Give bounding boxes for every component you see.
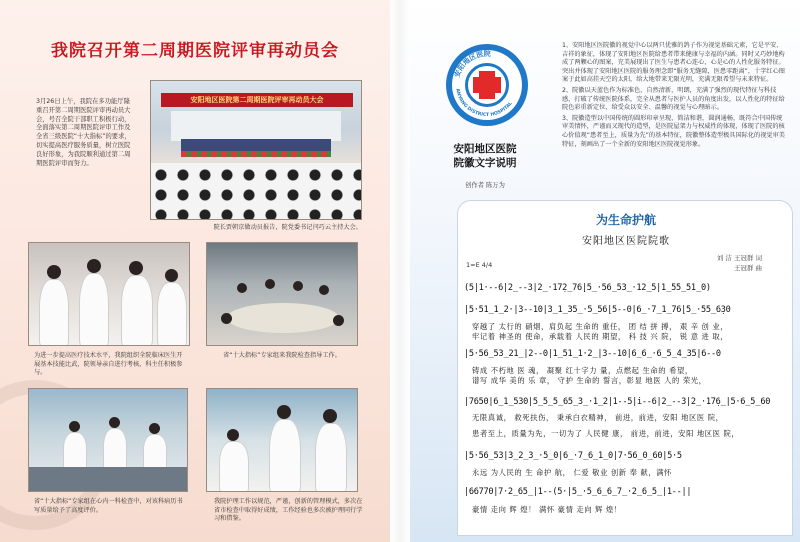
photo-doctors-skills: [28, 242, 190, 346]
photo-nurses: [206, 388, 358, 492]
notation-line: (5̣|1·--6|2̲--3|2̲·17̣2̲76̣|5̲·56̲53̲·12̲5|1̲55̲51̲0): [464, 283, 711, 293]
emblem-title: 安阳地区医院 院徽文字说明: [453, 143, 517, 169]
caption-photo4: 省“十大指标”专家组在心内一科检查中，对该科病历书写质量给予了高度评价。: [34, 498, 183, 514]
caption-photo3: 省“十大指标”专家组来我院检查指导工作。: [223, 352, 341, 359]
headline: 我院召开第二周期医院评审再动员会: [51, 41, 339, 61]
notation-line: |7650|6̲1̲530|5̲5̲5̲65̲3̲·1̲2|1--5|i--6|2̲--3|2̲·17̣6̲|5·6̲5̲60: [464, 397, 771, 407]
svg-text:安阳地区医院: 安阳地区医院: [452, 48, 491, 79]
right-page: [410, 0, 800, 542]
hospital-song-card: [457, 200, 793, 536]
lyric-line: 无限真诚， 救死扶伤， 秉承白衣精神， 前进，前进，安阳 地区医 院，: [472, 413, 724, 422]
photo-ward-inspection: [28, 388, 188, 492]
left-page: [0, 0, 390, 542]
page-gutter: [390, 0, 410, 542]
song-credits: 刘 洁 王冠群 词 王冠群 曲: [716, 254, 762, 272]
lyric-line: 穿越了 太行的 硝烟，肩负起 生命的 重任， 团 结 拼 搏， 艰 辛 创 业，: [472, 322, 729, 331]
caption-photo5: 我院护理工作以规范，严谨，创新的管理模式，多次在省市检查中取得好成绩，工作经验也多次被护理同行学习和借鉴。: [214, 498, 363, 522]
lyric-line: 牢记着 神圣的 使命，承载着 人民的 期望， 科 技 兴 院， 锐 意 进 取，: [472, 332, 729, 341]
meeting-banner: 安阳地区医院第二周期医院评审再动员大会: [161, 93, 353, 107]
hospital-emblem-logo: [446, 44, 528, 126]
song-subtitle: 安阳地区医院院歌: [582, 236, 670, 247]
lyric-line: 谱写 成华 美的 乐 章， 守护 生命的 誓言，彰显 地医 人的 荣光，: [472, 376, 707, 385]
notation-line: |5·51̲1̲2·|3--10|3̲1̲35̲·5̲56̣|5--0|6̲·7̲1̲76̣|5̲·55̲6̣30: [464, 305, 731, 315]
notation-line: |66770|7·2̲65̲|1--(5·|5̲·5̲6̲6̲7̲·2̲6̲5̲|1--||: [464, 487, 692, 497]
caption-photo1: 院长贾朝京做动员报告，院党委书记闫巧云主持大会。: [213, 224, 362, 231]
lyric-line: 铸成 不朽地 医 魂， 凝聚 红十字力 量，点燃起 生命的 希望，: [472, 366, 693, 375]
creator-credit: 创作者 陈万为: [465, 182, 505, 189]
photo-expert-meeting: [206, 242, 358, 346]
notation-line: |5·56̲53|3̲2̲3̲·5̲0|6̲·7̲6̲1̲0|7·56̲0̲60|5·5: [464, 451, 682, 461]
photo-meeting-hall: [150, 80, 362, 220]
intro-text: 3月26日上午，我院在多功能厅隆重召开第二周期医院评审再动员大会，号召全院干部职工积极行动，全面落实第二周期医院评审工作及全省三级医院“十大指标”的要求，切实提高医疗服务质量，树立医院良好形象，为我院顺利通过第二周期医院评审而努力。: [36, 98, 131, 167]
emblem-description: [562, 42, 788, 151]
emblem-ring-text: [446, 44, 528, 126]
svg-text:ANYANG DISTRICT HOSPITAL: ANYANG DISTRICT HOSPITAL: [454, 88, 514, 119]
emblem-point: 1、安阳地区医院徽的视觉中心以两只优雅的鸽子作为视觉基础元素，它是平安、吉祥的象征，体现了安阳地区医院给患者带来健康与幸福的内涵。同时又巧妙地构成了两颗心的图案，充美展现出了医生与患者心连心，心是心的人性化服务特征。突出并体现了安阳地区医院的服务理念即“服务无缝隙，医患零距离”，十字红心图案于此如高挂天空的太阳，给大地带来无限光明，充满无限希望与未来特征。: [562, 42, 785, 84]
emblem-point: 2、院徽以天蓝色作为标准色，自然清新，明朗，充满了强烈的现代特征与科技感，打破了传统医院体系，完全从患者与医护人员的角度出发，以人性化的特征给院色彩重新定位，给受众以安全、温馨的视觉与心理暗示。: [562, 86, 785, 112]
song-key: 1=E 4/4: [466, 261, 493, 269]
lyric-line: 豪情 走向 辉 煌！ 满怀 豪情 走向 辉 煌！: [472, 505, 622, 514]
emblem-point: 3、院徽造型以中国传统的圆形印章呈现，简洁和谐，圆润通畅，既符合中国传统审美情怀，严谨而又现代的造型，是医院屋架力与权威性的体现，体现了医院的核心价值观“患者至上，质量为先”的基本特征，院徽整体造型极具国际化的视觉审美特征，刻画出了一个全新的安阳地区医院视觉形象。: [562, 114, 785, 148]
lyric-line: 永远 为人民的 生 命护 航， 仁爱 敬业 创新 奉 献，满怀: [472, 468, 673, 477]
song-title: 为生命护航: [595, 213, 656, 227]
notation-line: |5·56̲53̲21̲|2--0|1̲51̲1·2̲|3--10|6̲6̲·6̲5̲4̲35|6--0: [464, 349, 721, 359]
caption-photo2: 为进一步提高医疗技术水平，我院组织全院临床医生开展基本技能比武，院领导亲自进行考核，科主任积极参与。: [34, 352, 183, 376]
lyric-line: 患者至上，质量为先，一切为了 人民健 康， 前进，前进，安阳 地区医 院，: [472, 429, 740, 438]
